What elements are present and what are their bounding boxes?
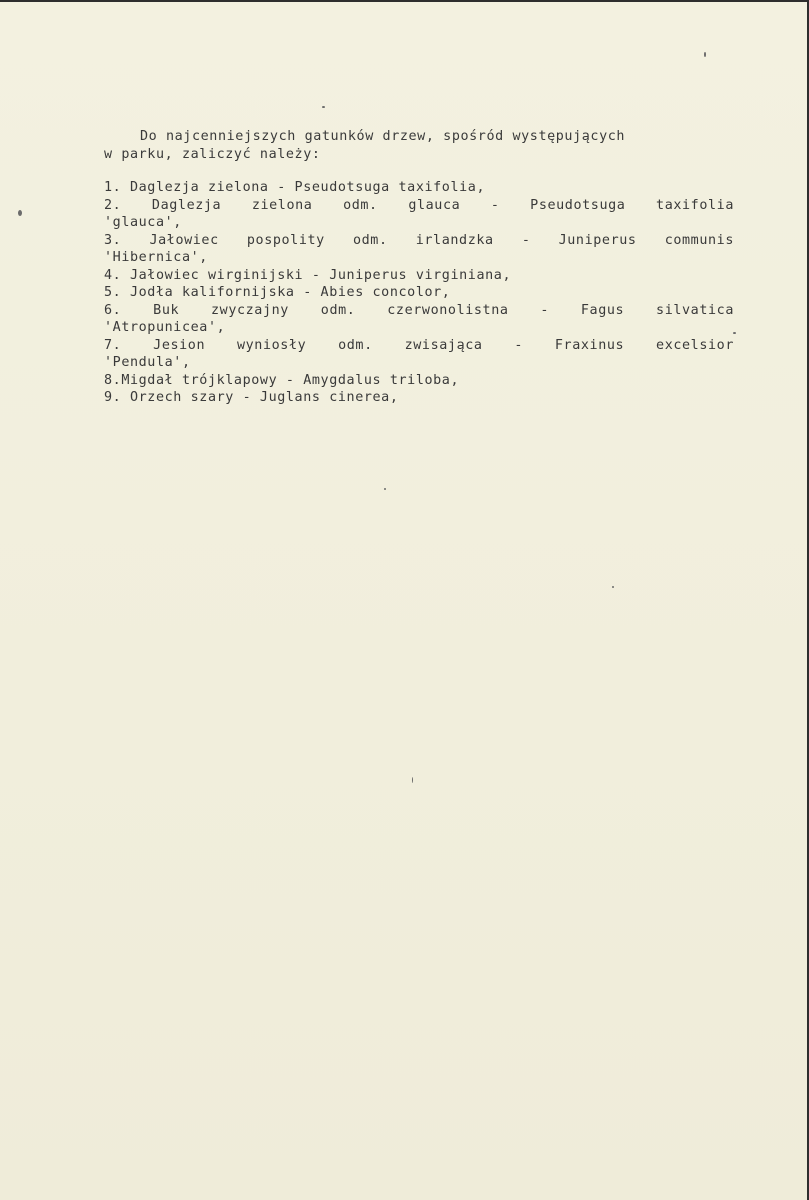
- list-item: [104, 267, 734, 285]
- list-item: [104, 302, 734, 337]
- intro-line-2: w parku, zaliczyć należy:: [104, 146, 321, 162]
- scan-speck: [612, 586, 614, 588]
- species-list: [104, 179, 734, 407]
- list-item-line: 5. Jodła kalifornijska - Abies concolor,: [104, 285, 451, 300]
- list-item-line: 7. Jesion wyniosły odm. zwisająca - Fraxinus excelsior: [104, 337, 734, 353]
- list-item-line: 2. Daglezja zielona odm. glauca - Pseudotsuga taxifolia: [104, 197, 734, 213]
- scan-speck: [18, 210, 22, 216]
- list-item: [104, 197, 734, 232]
- list-item: [104, 389, 734, 407]
- scan-speck: [412, 777, 413, 783]
- document-text: [104, 128, 734, 407]
- list-item: [104, 232, 734, 267]
- scan-speck: [322, 106, 325, 108]
- list-item: [104, 337, 734, 372]
- list-item-line: 9. Orzech szary - Juglans cinerea,: [104, 390, 399, 405]
- list-item-line: 8.Migdał trójklapowy - Amygdalus triloba,: [104, 372, 460, 388]
- list-item-line: 4. Jałowiec wirginijski - Juniperus virginiana,: [104, 267, 512, 283]
- list-item-continuation: 'Pendula',: [104, 355, 191, 370]
- list-item-line: 6. Buk zwyczajny odm. czerwonolistna - Fagus silvatica: [104, 302, 734, 318]
- list-item: [104, 284, 734, 302]
- scan-speck: [704, 52, 706, 57]
- list-item-continuation: 'Atropunicea',: [104, 320, 226, 335]
- scan-speck: [384, 488, 386, 490]
- list-item-continuation: 'Hibernica',: [104, 250, 208, 265]
- scan-speck: [733, 332, 736, 334]
- intro-paragraph: [104, 128, 734, 163]
- list-item-line: 3. Jałowiec pospolity odm. irlandzka - Juniperus communis: [104, 232, 734, 248]
- list-item: [104, 372, 734, 390]
- list-item-line: 1. Daglezja zielona - Pseudotsuga taxifolia,: [104, 180, 486, 195]
- list-item-continuation: 'glauca',: [104, 215, 182, 230]
- intro-line-1: Do najcenniejszych gatunków drzew, spośród występujących: [140, 129, 626, 144]
- list-item: [104, 179, 734, 197]
